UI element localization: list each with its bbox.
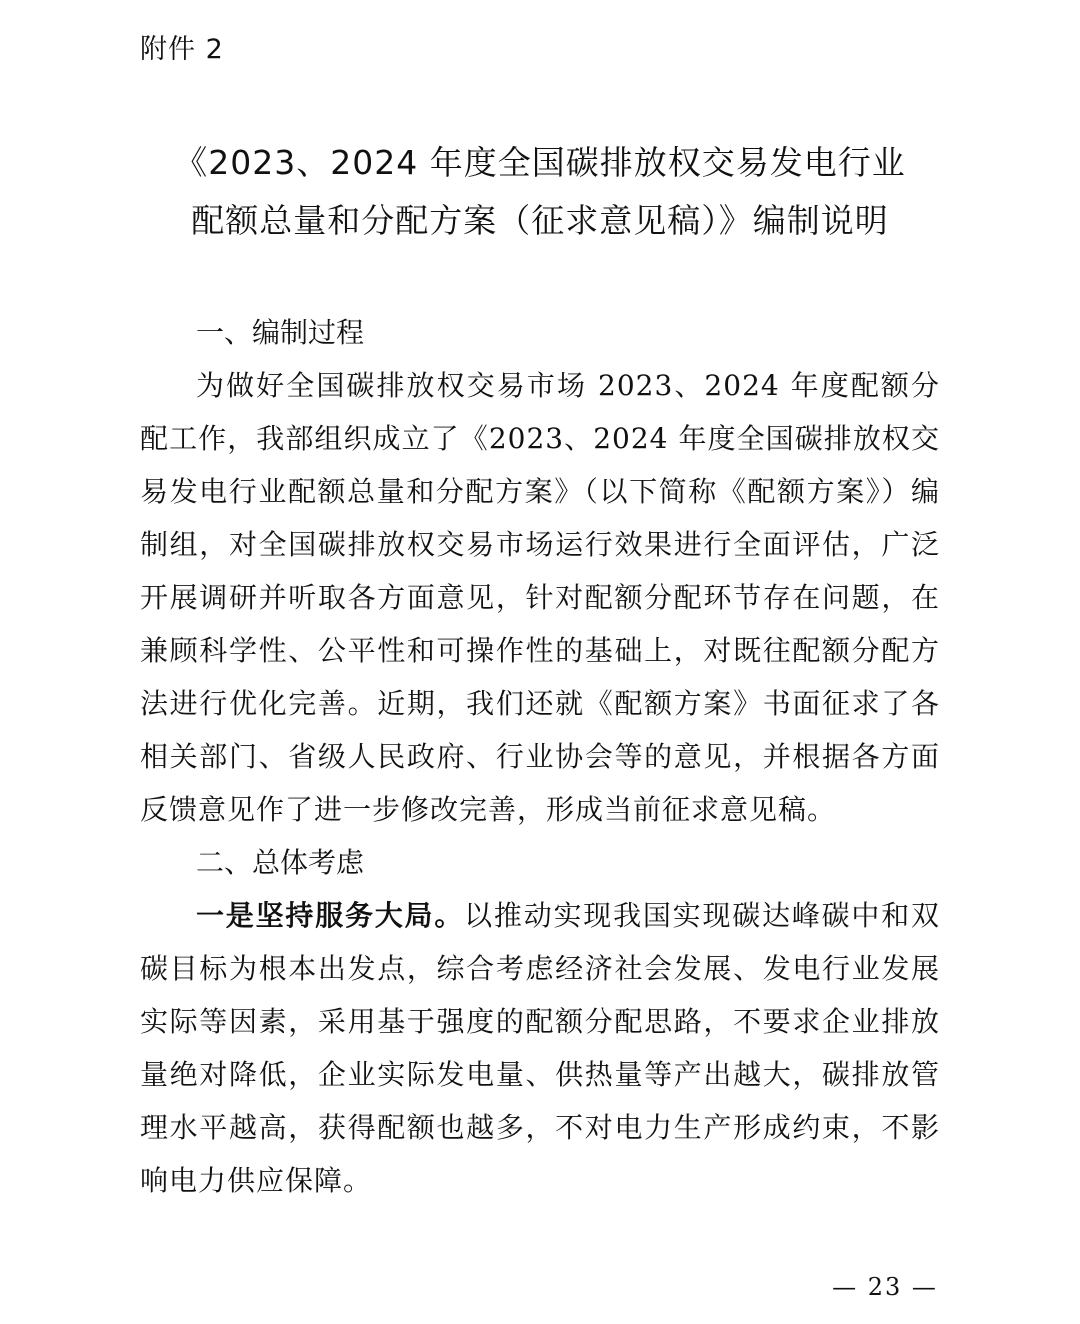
section-paragraph-overall	[140, 889, 940, 1207]
section-heading-overall: 二、总体考虑	[196, 846, 365, 879]
section-paragraph-process: 为做好全国碳排放权交易市场 2023、2024 年度配额分配工作，我部组织成立了《2023、2024 年度全国碳排放权交易发电行业配额总量和分配方案》（以下简称《配额方案》）编制组，对全国碳排放权交易市场运行效果进行全面评估，广泛开展调研并听取各方面意见，针对配额分配环节存在问题，在兼顾科学性、公平性和可操作性的基础上，对既往配额分配方法进行优化完善。近期，我们还就《配额方案》书面征求了各相关部门、省级人民政府、行业协会等的意见，并根据各方面反馈意见作了进一步修改完善，形成当前征求意见稿。	[140, 369, 940, 826]
attachment-label: 附件 2	[140, 34, 224, 65]
section-heading-process: 一、编制过程	[196, 316, 365, 349]
paragraph-body: 以推动实现我国实现碳达峰碳中和双碳目标为根本出发点，综合考虑经济社会发展、发电行业发展实际等因素，采用基于强度的配额分配思路，不要求企业排放量绝对降低，企业实际发电量、供热量等产出越大，碳排放管理水平越高，获得配额也越多，不对电力生产形成约束，不影响电力供应保障。	[140, 899, 940, 1197]
document-body	[140, 306, 940, 1207]
page-number: — 23 —	[832, 1273, 938, 1301]
document-title	[100, 134, 980, 250]
title-line-2: 配额总量和分配方案（征求意见稿）》编制说明	[191, 201, 889, 240]
title-line-1: 《2023、2024 年度全国碳排放权交易发电行业	[174, 143, 906, 182]
paragraph-lead-bold: 一是坚持服务大局。	[196, 899, 465, 932]
